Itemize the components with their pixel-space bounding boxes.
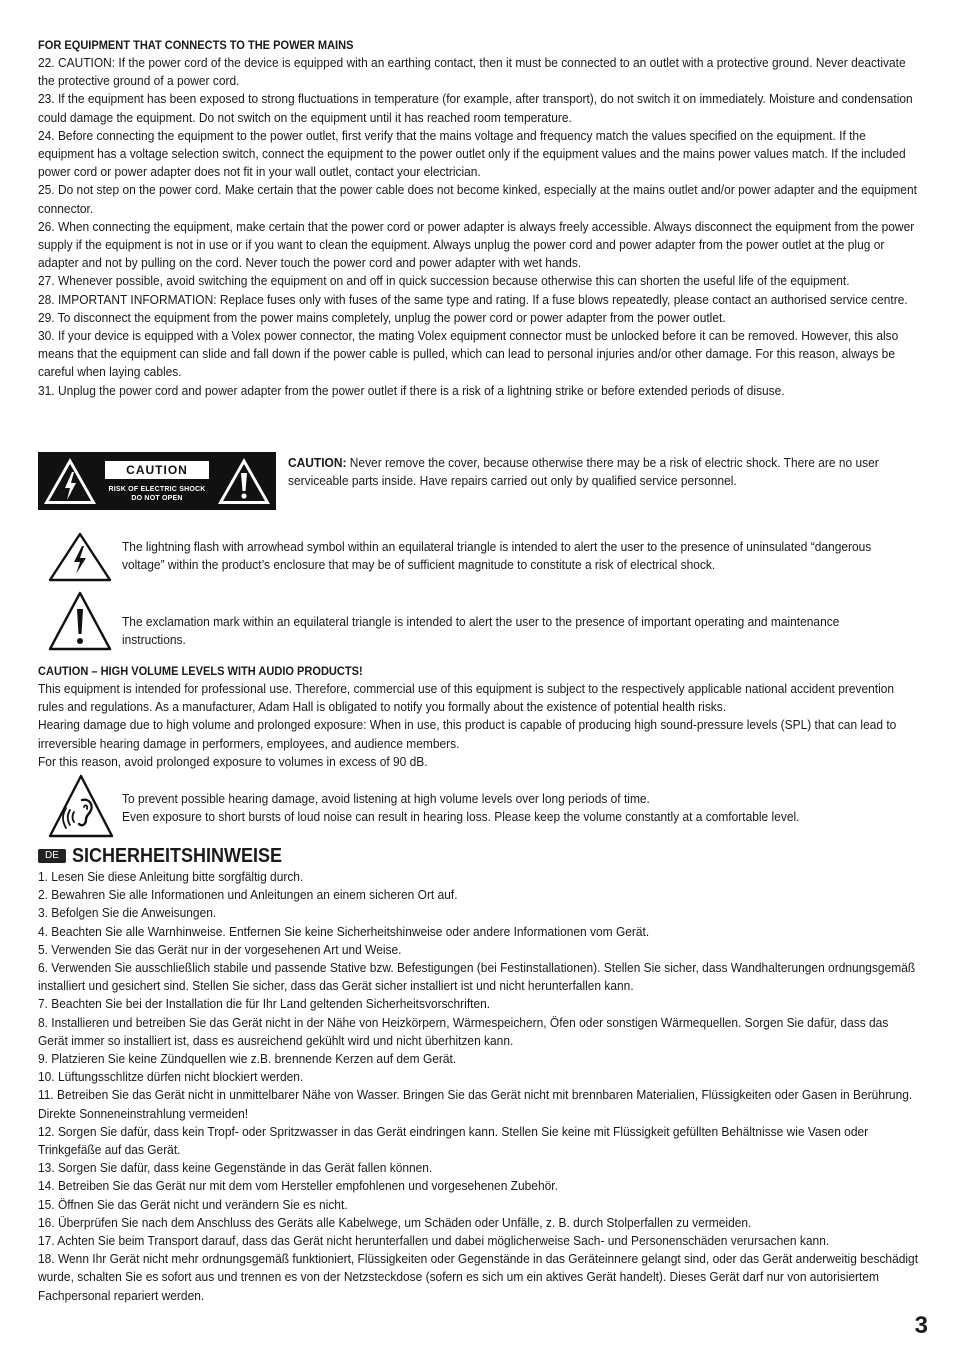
caution-note-text: Never remove the cover, because otherwise there may be a risk of electric shock. There are no user serviceable parts inside. Have repairs carried out only by qualified service personnel. bbox=[288, 455, 879, 489]
power-mains-heading: FOR EQUIPMENT THAT CONNECTS TO THE POWER MAINS bbox=[38, 38, 354, 52]
exclamation-warning-icon bbox=[214, 454, 274, 508]
list-item: 4. Beachten Sie alle Warnhinweise. Entfernen Sie keine Sicherheitshinweise oder andere Informationen vom Gerät. bbox=[38, 923, 650, 939]
list-item: 18. Wenn Ihr Gerät nicht mehr ordnungsgemäß funktioniert, Flüssigkeiten oder Gegenstände in das Geräteinnere gelangt sind, oder das Gerät anderweitig beschädigt wurde, schalten Sie es sofort aus und trennen es von der Netzsteckdose (sofern es sich um ein aktives Gerät handelt). Dieses Gerät darf nur von autorisiertem Fachpersonal repariert werden. bbox=[38, 1251, 919, 1303]
list-item: 16. Überprüfen Sie nach dem Anschluss des Geräts alle Kabelwege, um Schäden oder Unfälle, z. B. durch Stolperfallen zu vermeiden. bbox=[38, 1214, 752, 1230]
list-item: 22. CAUTION: If the power cord of the device is equipped with an earthing contact, then it must be connected to an outlet with a protective ground. Never deactivate the protective ground of a power cord. bbox=[38, 55, 906, 89]
lightning-warning-icon bbox=[40, 454, 100, 508]
hearing-warning-text bbox=[122, 790, 886, 826]
list-item: 26. When connecting the equipment, make certain that the power cord or power adapter is always freely accessible. Always disconnect the equipment from the power supply if the equipment is not in use or if you want to clean the equipment. Always unplug the power cord and power adapter from the power outlet at the plug or adapter and not by pulling on the cord. Never touch the power cord and power adapter with wet hands. bbox=[38, 218, 915, 271]
exclamation-symbol-text: The exclamation mark within an equilateral triangle is intended to alert the user to the presence of important operating and maintenance instructions. bbox=[122, 614, 840, 648]
list-item: 9. Platzieren Sie keine Zündquellen wie z.B. brennende Kerzen auf dem Gerät. bbox=[38, 1051, 457, 1067]
list-item: 28. IMPORTANT INFORMATION: Replace fuses only with fuses of the same type and rating. If a fuse blows repeatedly, please contact an authorised service centre. bbox=[38, 291, 908, 307]
list-item: 8. Installieren und betreiben Sie das Gerät nicht in der Nähe von Heizkörpern, Wärmespeichern, Öfen oder sonstigen Wärmequellen. Sorgen Sie dafür, dass das Gerät immer so installiert ist, dass es ausreichend gekühlt wird und nicht überhitzen kann. bbox=[38, 1014, 889, 1048]
caution-label-center bbox=[104, 454, 210, 508]
list-item: 30. If your device is equipped with a Volex power connector, the mating Volex equipment connector must be unlocked before it can be removed. However, this also means that the equipment can slide and fall down if the power cable is pulled, which can lead to personal injuries and/or other damage. For this reason, always be careful when laying cables. bbox=[38, 328, 899, 380]
page-number: 3 bbox=[914, 1312, 928, 1339]
list-item: 15. Öffnen Sie das Gerät nicht und verändern Sie es nicht. bbox=[38, 1196, 348, 1212]
list-item: 5. Verwenden Sie das Gerät nur in der vorgesehenen Art und Weise. bbox=[38, 941, 402, 957]
caution-label-title: CAUTION bbox=[104, 460, 210, 480]
list-item: 10. Lüftungsschlitze dürfen nicht blockiert werden. bbox=[38, 1069, 304, 1085]
high-volume-body bbox=[38, 680, 918, 771]
list-item: 14. Betreiben Sie das Gerät nur mit dem vom Hersteller empfohlenen und vorgesehenen Zubehör. bbox=[38, 1178, 558, 1194]
caution-note bbox=[288, 454, 918, 490]
hearing-warning-row bbox=[38, 774, 918, 838]
caution-label-line2: DO NOT OPEN bbox=[131, 495, 183, 502]
list-item: 17. Achten Sie beim Transport darauf, dass das Gerät nicht herunterfallen und dabei möglicherweise Sach- und Personenschäden verursachen kann. bbox=[38, 1233, 830, 1249]
lightning-symbol-row bbox=[38, 532, 918, 582]
language-tag: DE bbox=[38, 849, 66, 863]
high-volume-section bbox=[38, 662, 918, 771]
list-item: 31. Unplug the power cord and power adapter from the power outlet if there is a risk of a lightning strike or before extended periods of disuse. bbox=[38, 382, 785, 398]
caution-label bbox=[38, 452, 276, 510]
list-item: 27. Whenever possible, avoid switching the equipment on and off in quick succession because otherwise this can shorten the useful life of the equipment. bbox=[38, 273, 850, 289]
list-item: 29. To disconnect the equipment from the power mains completely, unplug the power cord or power adapter from the power outlet. bbox=[38, 309, 726, 325]
high-volume-paragraph: Hearing damage due to high volume and prolonged exposure: When in use, this product is capable of producing high sound-pressure levels (SPL) that can lead to irreversible hearing damage in performers, employees, and audience members. bbox=[38, 717, 897, 751]
caution-row bbox=[38, 452, 918, 512]
hearing-damage-icon bbox=[48, 774, 114, 838]
caution-label-line1: RISK OF ELECTRIC SHOCK bbox=[108, 486, 206, 493]
exclamation-triangle-icon bbox=[48, 591, 112, 651]
list-item: 13. Sorgen Sie dafür, dass keine Gegenstände in das Gerät fallen können. bbox=[38, 1160, 433, 1176]
list-item: 7. Beachten Sie bei der Installation die für Ihr Land geltenden Sicherheitsvorschriften. bbox=[38, 996, 491, 1012]
list-item: 25. Do not step on the power cord. Make certain that the power cable does not become kinked, especially at the mains outlet and/or power adapter and the equipment connector. bbox=[38, 182, 917, 216]
list-item: 2. Bewahren Sie alle Informationen und Anleitungen an einem sicheren Ort auf. bbox=[38, 887, 458, 903]
high-volume-paragraph: For this reason, avoid prolonged exposure to volumes in excess of 90 dB. bbox=[38, 753, 428, 769]
list-item: 1. Lesen Sie diese Anleitung bitte sorgfältig durch. bbox=[38, 869, 304, 884]
hearing-warning-line2: Even exposure to short bursts of loud noise can result in hearing loss. Please keep the volume constantly at a comfortable level. bbox=[122, 809, 800, 825]
list-item: 12. Sorgen Sie dafür, dass kein Tropf- oder Spritzwasser in das Gerät eindringen kann. Stellen Sie keine mit Flüssigkeit gefüllten Behältnisse wie Vasen oder Trinkgefäße auf das Gerät. bbox=[38, 1123, 869, 1158]
section-title: SICHERHEITSHINWEISE bbox=[72, 845, 283, 867]
de-safety-list bbox=[38, 868, 918, 1305]
lightning-symbol-text: The lightning flash with arrowhead symbol within an equilateral triangle is intended to alert the user to the presence of uninsulated “dangerous voltage” within the product’s enclosure that may be of sufficient magnitude to constitute a risk of electrical shock. bbox=[122, 539, 872, 573]
list-item: 6. Verwenden Sie ausschließlich stabile und passende Stative bzw. Befestigungen (bei Festinstallationen). Stellen Sie sicher, dass Wandhalterungen ordnungsgemäß installiert und gesichert sind. Stellen Sie sicher, dass das Gerät sicher installiert ist und nicht herunterfallen kann. bbox=[38, 960, 916, 994]
caution-note-prefix: CAUTION: bbox=[288, 455, 347, 470]
power-mains-section bbox=[38, 36, 918, 400]
list-item: 24. Before connecting the equipment to the power outlet, first verify that the mains voltage and frequency match the values specified on the equipment. If the equipment has a voltage selection switch, connect the equipment to the power outlet only if the equipment values and the mains power values match. If the included power cord or power adapter does not fit in your wall outlet, contact your electrician. bbox=[38, 127, 906, 180]
high-volume-heading: CAUTION – HIGH VOLUME LEVELS WITH AUDIO PRODUCTS! bbox=[38, 664, 363, 678]
high-volume-paragraph: This equipment is intended for professional use. Therefore, commercial use of this equipment is subject to the respectively applicable national accident prevention rules and regulations. As a manufacturer, Adam Hall is obligated to notify you formally about the existence of potential health risks. bbox=[38, 681, 895, 715]
power-mains-list bbox=[38, 54, 918, 400]
hearing-warning-line1: To prevent possible hearing damage, avoid listening at high volume levels over long periods of time. bbox=[122, 791, 650, 806]
list-item: 3. Befolgen Sie die Anweisungen. bbox=[38, 905, 217, 921]
exclamation-symbol-row bbox=[38, 591, 918, 651]
list-item: 23. If the equipment has been exposed to strong fluctuations in temperature (for example, after transport), do not switch it on immediately. Moisture and condensation could damage the equipment. Do not switch on the equipment until it has reached room temperature. bbox=[38, 91, 913, 125]
list-item: 11. Betreiben Sie das Gerät nicht in unmittelbarer Nähe von Wasser. Bringen Sie das Gerät nicht mit brennbaren Materialien, Flüssigkeiten oder Gasen in Berührung. Direkte Sonneneinstrahlung vermeiden! bbox=[38, 1087, 913, 1121]
lightning-triangle-icon bbox=[48, 532, 112, 582]
